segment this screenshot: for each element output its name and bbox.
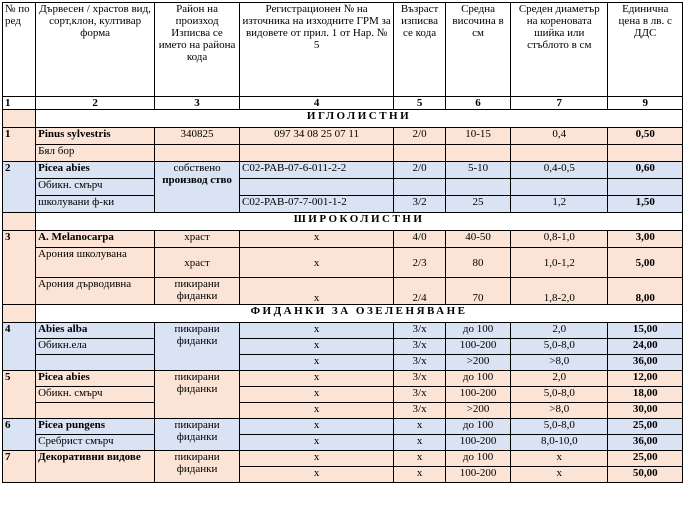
section-title: ФИДАНКИ ЗА ОЗЕЛЕНЯВАНЕ [36,305,683,323]
header-no: № по ред [3,3,36,97]
region-cell: пикирани фиданки [155,278,240,305]
diameter-cell: 8,0-10,0 [511,435,608,451]
region-cell: пикирани фиданки [155,371,240,419]
species-cell: Обикн.ела [36,339,155,355]
section-row-landscaping [3,305,683,323]
table-row [3,451,683,467]
registration-cell: x [239,419,393,435]
col-num: 4 [239,97,393,110]
registration-cell: x [239,371,393,387]
registration-cell: x [239,323,393,339]
region-cell: храст [155,231,240,248]
table-row [3,179,683,196]
age-cell: 4/0 [394,231,446,248]
registration-cell: x [239,339,393,355]
species-cell: Сребрист смърч [36,435,155,451]
price-cell: 5,00 [608,248,683,278]
diameter-cell: 1,8-2,0 [511,278,608,305]
diameter-cell: 5,0-8,0 [511,339,608,355]
registration-cell: x [239,355,393,371]
header-registration: Регистрационен № на източника на изходните ГРМ за видовете от прил. 1 от Нар. № 5 [239,3,393,97]
price-cell: 8,00 [608,278,683,305]
section-spacer [3,305,36,323]
table-row [3,419,683,435]
col-num: 3 [155,97,240,110]
diameter-cell: >8,0 [511,355,608,371]
age-cell: 3/x [394,323,446,339]
table-row [3,128,683,145]
header-row [3,3,683,97]
col-num: 5 [394,97,446,110]
table-row [3,231,683,248]
price-cell: 1,50 [608,196,683,213]
diameter-cell: 1,2 [511,196,608,213]
table-row [3,371,683,387]
price-cell: 15,00 [608,323,683,339]
diameter-cell: 2,0 [511,371,608,387]
header-species: Дървесен / храстов вид, сорт,клон, култивар форма [36,3,155,97]
age-cell: x [394,419,446,435]
height-cell: до 100 [445,451,510,467]
species-cell: Арония дърводивна [36,278,155,305]
age-cell: 2/4 [394,278,446,305]
diameter-cell: 5,0-8,0 [511,387,608,403]
row-number: 6 [3,419,36,451]
height-cell: до 100 [445,323,510,339]
registration-cell: x [239,248,393,278]
age-cell: 3/x [394,371,446,387]
registration-cell: x [239,403,393,419]
section-title: ШИРОКОЛИСТНИ [36,213,683,231]
species-cell: Обикн. смърч [36,387,155,403]
height-cell: 70 [445,278,510,305]
table-row [3,355,683,371]
price-cell: 12,00 [608,371,683,387]
height-cell: 100-200 [445,387,510,403]
price-cell: 0,60 [608,162,683,179]
price-cell: 25,00 [608,451,683,467]
age-cell [394,145,446,162]
height-cell: >200 [445,403,510,419]
row-number: 2 [3,162,36,213]
region-cell: храст [155,248,240,278]
region-cell: пикирани фиданки [155,323,240,371]
col-num: 9 [608,97,683,110]
price-cell: 24,00 [608,339,683,355]
registration-cell: 097 34 08 25 07 11 [239,128,393,145]
age-cell: 3/x [394,403,446,419]
diameter-cell: x [511,467,608,483]
diameter-cell: x [511,451,608,467]
col-num: 2 [36,97,155,110]
price-table-wrapper [2,2,683,483]
price-cell: 25,00 [608,419,683,435]
table-row [3,248,683,278]
height-cell: 40-50 [445,231,510,248]
price-cell: 36,00 [608,435,683,451]
species-cell: Бял бор [36,145,155,162]
age-cell: x [394,467,446,483]
table-row [3,403,683,419]
price-cell: 50,00 [608,467,683,483]
height-cell: 100-200 [445,339,510,355]
header-age: Възраст изписва се кода [394,3,446,97]
diameter-cell: 5,0-8,0 [511,419,608,435]
section-row-conifers [3,110,683,128]
diameter-cell [511,179,608,196]
row-number: 4 [3,323,36,371]
region-cell: 340825 [155,128,240,145]
diameter-cell [511,145,608,162]
species-cell: школувани ф-ки [36,196,155,213]
species-cell: Декоративни видове [36,451,155,483]
region-cell: пикирани фиданки [155,419,240,451]
price-cell [608,179,683,196]
price-table [2,2,683,483]
diameter-cell: 1,0-1,2 [511,248,608,278]
header-height: Средна височина в см [445,3,510,97]
region-cell [155,162,240,213]
species-cell: Picea pungens [36,419,155,435]
species-cell: Pinus sylvestris [36,128,155,145]
registration-cell: C02-PAB-07-6-011-2-2 [239,162,393,179]
age-cell: 3/x [394,339,446,355]
table-row [3,196,683,213]
row-number: 1 [3,128,36,162]
height-cell [445,179,510,196]
species-cell: Picea abies [36,371,155,387]
header-price: Единична цена в лв. с ДДС [608,3,683,97]
row-number: 5 [3,371,36,419]
region-cell: пикирани фиданки [155,451,240,483]
height-cell: >200 [445,355,510,371]
species-cell: Обикн. смърч [36,179,155,196]
age-cell [394,179,446,196]
registration-cell: x [239,278,393,305]
species-cell: A. Melanocarpa [36,231,155,248]
section-row-broadleaf [3,213,683,231]
registration-cell [239,145,393,162]
height-cell: 25 [445,196,510,213]
price-cell: 18,00 [608,387,683,403]
age-cell: 2/0 [394,128,446,145]
row-number: 3 [3,231,36,305]
registration-cell: x [239,387,393,403]
row-number: 7 [3,451,36,483]
registration-cell [239,179,393,196]
registration-cell: x [239,231,393,248]
height-cell: 10-15 [445,128,510,145]
age-cell: x [394,451,446,467]
col-num: 1 [3,97,36,110]
price-cell: 3,00 [608,231,683,248]
col-num: 6 [445,97,510,110]
age-cell: 3/x [394,387,446,403]
age-cell: 3/2 [394,196,446,213]
species-cell: Picea abies [36,162,155,179]
region-line: собствено [173,162,221,174]
price-cell: 0,50 [608,128,683,145]
table-row [3,387,683,403]
height-cell: 100-200 [445,467,510,483]
header-region: Район на произход Изписва се името на района кода [155,3,240,97]
height-cell: 80 [445,248,510,278]
col-num: 7 [511,97,608,110]
registration-cell: x [239,451,393,467]
diameter-cell: 0,4-0,5 [511,162,608,179]
species-cell: Abies alba [36,323,155,339]
age-cell: x [394,435,446,451]
column-number-row [3,97,683,110]
section-title: ИГЛОЛИСТНИ [36,110,683,128]
diameter-cell: 0,4 [511,128,608,145]
height-cell: до 100 [445,371,510,387]
height-cell: до 100 [445,419,510,435]
table-row [3,339,683,355]
registration-cell: C02-PAB-07-7-001-1-2 [239,196,393,213]
table-row [3,162,683,179]
registration-cell: x [239,467,393,483]
age-cell: 2/0 [394,162,446,179]
section-spacer [3,110,36,128]
height-cell [445,145,510,162]
diameter-cell: >8,0 [511,403,608,419]
price-cell: 36,00 [608,355,683,371]
section-spacer [3,213,36,231]
age-cell: 2/3 [394,248,446,278]
region-line: производ ство [162,174,232,186]
header-diameter: Среден диаметър на кореновата шийка или стъблото в см [511,3,608,97]
table-row [3,323,683,339]
species-cell: Арония школувана [36,248,155,278]
height-cell: 5-10 [445,162,510,179]
diameter-cell: 0,8-1,0 [511,231,608,248]
table-row [3,278,683,305]
registration-cell: x [239,435,393,451]
table-row [3,145,683,162]
region-cell [155,145,240,162]
price-cell: 30,00 [608,403,683,419]
species-cell [36,403,155,419]
species-cell [36,355,155,371]
table-row [3,435,683,451]
age-cell: 3/x [394,355,446,371]
price-cell [608,145,683,162]
diameter-cell: 2,0 [511,323,608,339]
height-cell: 100-200 [445,435,510,451]
